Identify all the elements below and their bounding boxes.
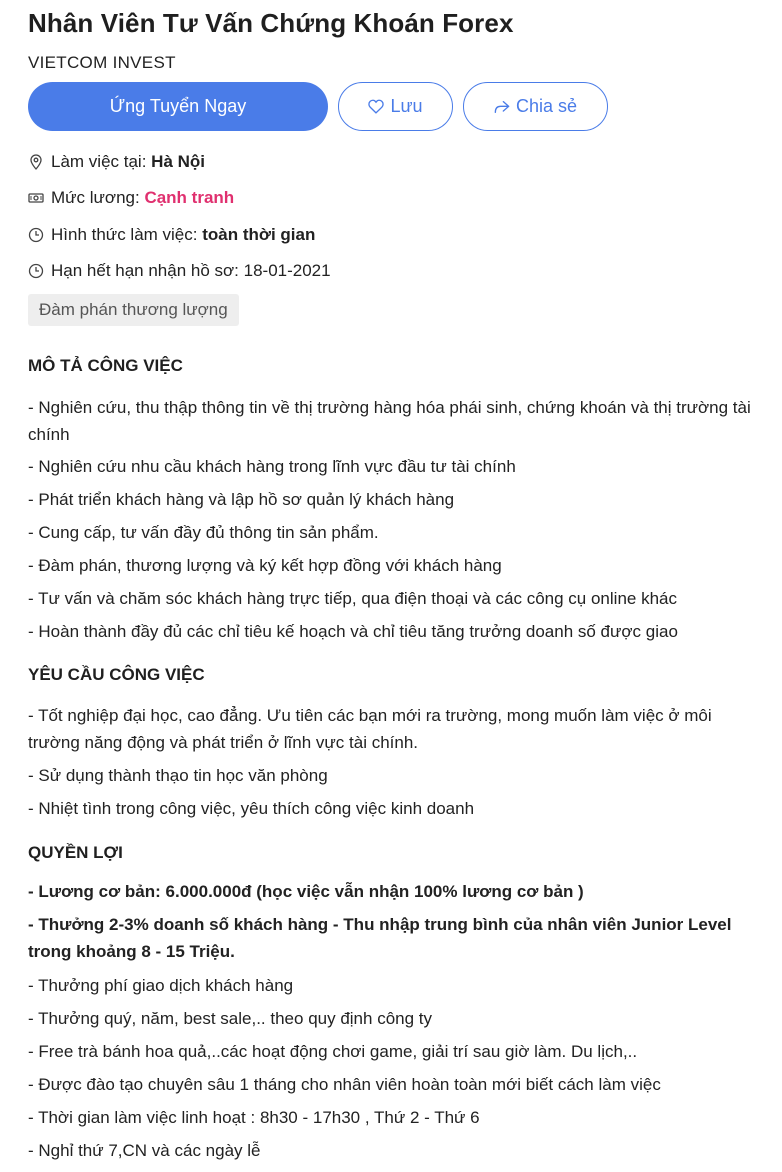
info-deadline [28,261,331,281]
location-label: Làm việc tại: [51,152,147,171]
share-icon [494,100,516,114]
benefit-item: - Thời gian làm việc linh hoạt : 8h30 - 17h30 , Thứ 2 - Thứ 6 [28,1108,480,1127]
worktype-label: Hình thức làm việc: [51,225,198,244]
description-item: - Hoàn thành đầy đủ các chỉ tiêu kế hoạch và chỉ tiêu tăng trưởng doanh số được giao [28,622,678,641]
benefit-item: - Thưởng quý, năm, best sale,.. theo quy định công ty [28,1009,432,1028]
clock-icon [28,263,44,279]
salary-tag: Đàm phán thương lượng [28,294,239,326]
requirement-item: - Tốt nghiệp đại học, cao đẳng. Ưu tiên các bạn mới ra trường, mong muốn làm việc ở môi trường năng động và phát triển ở lĩnh vực tài chính. [28,706,712,752]
description-heading: MÔ TẢ CÔNG VIỆC [28,356,183,375]
description-item: - Tư vấn và chăm sóc khách hàng trực tiếp, qua điện thoại và các công cụ online khác [28,589,677,608]
benefit-item: - Nghỉ thứ 7,CN và các ngày lễ [28,1141,261,1160]
info-salary [28,188,234,208]
description-item: - Nghiên cứu, thu thập thông tin về thị trường hàng hóa phái sinh, chứng khoán và thị trường tài chính [28,398,751,444]
salary-value: Cạnh tranh [144,188,235,207]
location-value: Hà Nội [151,152,206,171]
requirement-item: - Nhiệt tình trong công việc, yêu thích công việc kinh doanh [28,799,475,818]
save-button[interactable] [338,82,453,131]
description-item: - Nghiên cứu nhu cầu khách hàng trong lĩnh vực đầu tư tài chính [28,457,516,476]
salary-label: Mức lương: [51,188,140,207]
benefits-heading: QUYỀN LỢI [28,843,123,862]
requirements-heading: YÊU CẦU CÔNG VIỆC [28,665,205,684]
share-button-label: Chia sẻ [515,96,578,116]
benefit-item: - Thưởng phí giao dịch khách hàng [28,976,294,995]
requirement-item: - Sử dụng thành thạo tin học văn phòng [28,766,328,785]
description-item: - Cung cấp, tư vấn đầy đủ thông tin sản phẩm. [28,523,379,542]
money-icon [28,190,44,206]
benefit-item: - Free trà bánh hoa quả,..các hoạt động chơi game, giải trí sau giờ làm. Du lịch,.. [28,1042,638,1061]
benefit-item: - Lương cơ bản: 6.000.000đ (học việc vẫn nhận 100% lương cơ bản ) [28,882,584,901]
heart-icon [368,99,390,114]
info-location [28,152,205,172]
info-worktype [28,225,315,245]
apply-button-label: Ứng Tuyển Ngay [109,96,247,116]
description-item: - Đàm phán, thương lượng và ký kết hợp đồng với khách hàng [28,556,502,575]
job-title: Nhân Viên Tư Vấn Chứng Khoán Forex [28,8,514,38]
description-item: - Phát triển khách hàng và lập hồ sơ quản lý khách hàng [28,490,455,509]
benefit-item: - Thưởng 2-3% doanh số khách hàng - Thu nhập trung bình của nhân viên Junior Level trong khoảng 8 - 15 Triệu. [28,915,732,961]
apply-button[interactable] [28,82,328,131]
clock-icon [28,227,44,243]
save-button-label: Lưu [390,96,423,116]
deadline-text: Hạn hết hạn nhận hồ sơ: 18-01-2021 [51,261,331,280]
worktype-value: toàn thời gian [202,225,316,244]
map-pin-icon [28,154,44,170]
benefit-item: - Được đào tạo chuyên sâu 1 tháng cho nhân viên hoàn toàn mới biết cách làm việc [28,1075,661,1094]
company-name[interactable]: VIETCOM INVEST [28,53,176,72]
share-button[interactable] [463,82,608,131]
